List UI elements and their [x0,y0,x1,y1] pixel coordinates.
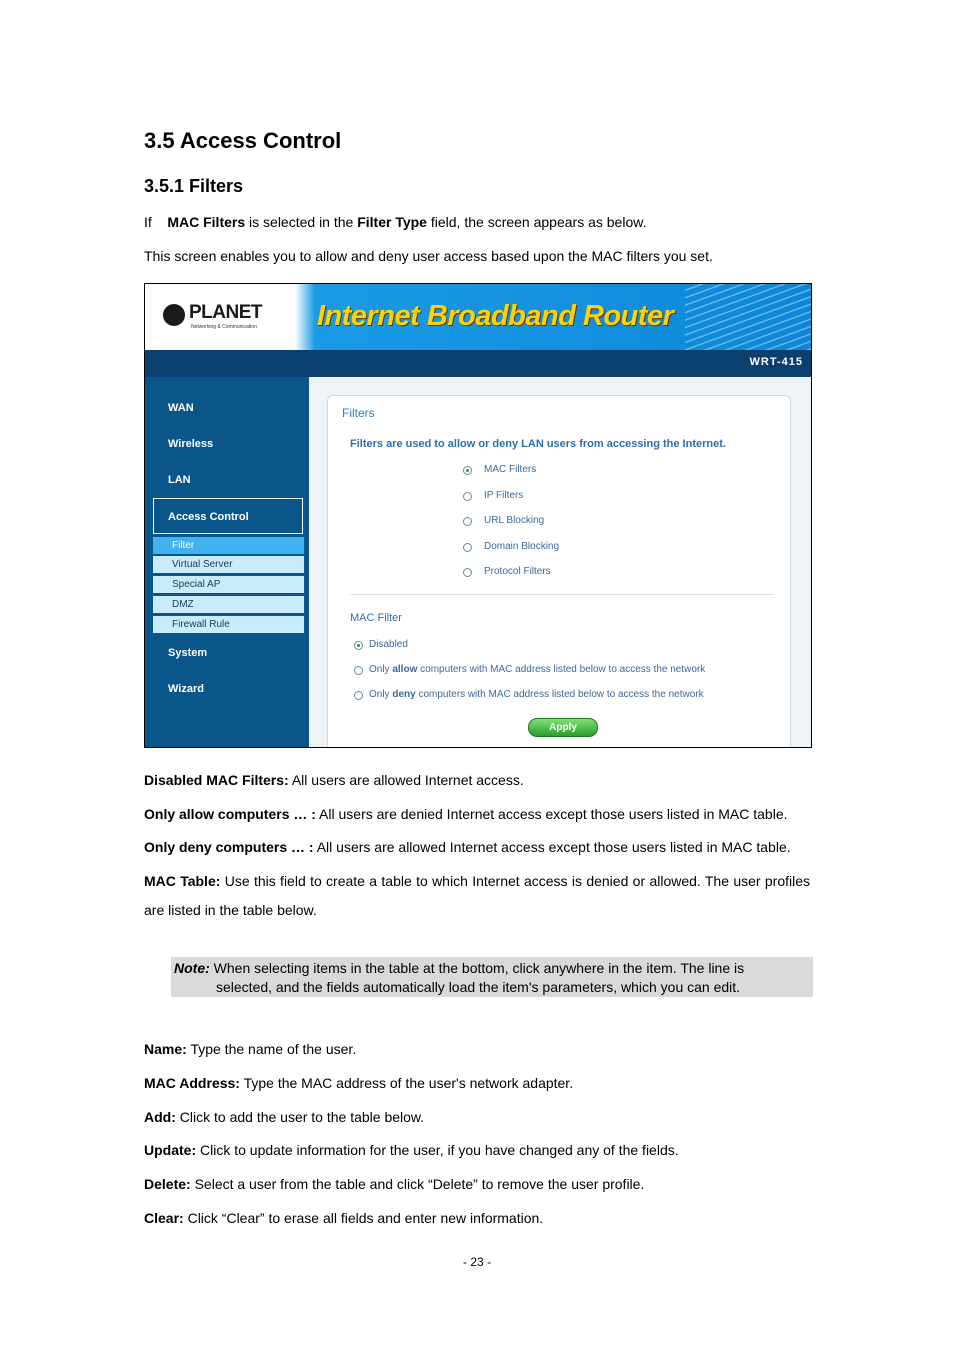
nav-access-control[interactable]: Access Control [168,511,249,523]
subnav-firewall-rule[interactable]: Firewall Rule [153,616,304,633]
field-add-text: Click to add the user to the table below. [179,1109,425,1125]
panel-title: Filters [342,406,375,420]
field-add [144,1108,424,1126]
field-name-text: Type the name of the user. [190,1041,357,1057]
radio-only-allow[interactable] [354,666,363,675]
brand-name: PLANET [189,302,262,323]
def-disabled-text: All users are allowed Internet access. [291,772,524,788]
note-line-1 [174,960,744,976]
nav-lan[interactable]: LAN [168,474,191,486]
nav-wireless[interactable]: Wireless [168,438,214,450]
router-content [309,377,811,747]
field-mac-text: Type the MAC address of the user's network adapter. [243,1075,574,1091]
field-delete [144,1175,644,1193]
filters-panel [327,395,791,748]
nav-wan[interactable]: WAN [168,402,194,414]
section-title: 3.5 Access Control [144,128,342,153]
mac-filter-title: MAC Filter [350,612,402,624]
nav-system[interactable]: System [168,647,208,659]
def-disabled-term: Disabled MAC Filters: [144,772,289,788]
radio-ip-filters[interactable] [463,492,472,501]
field-delete-term: Delete: [144,1176,191,1192]
field-clear-term: Clear: [144,1210,184,1226]
planet-logo-icon [163,304,185,326]
def-deny-term: Only deny computers … : [144,839,314,855]
field-update-text: Click to update information for the user, if you have changed any of the fields. [200,1142,679,1158]
field-mac-address [144,1074,573,1092]
def-only-deny [144,838,791,856]
option-only-deny [369,689,704,700]
subsection-title: 3.5.1 Filters [144,176,244,196]
intro-mac-filters: MAC Filters [167,214,246,230]
intro-selected: is selected in the [249,214,354,230]
router-sidebar [145,377,309,747]
intro-paragraph-2: This screen enables you to allow and deny user access based upon the MAC filters you set. [144,248,713,264]
note-box [171,957,813,997]
radio-only-deny[interactable] [354,691,363,700]
option-domain-blocking: Domain Blocking [484,541,560,552]
subnav-virtual-server[interactable]: Virtual Server [153,556,304,573]
note-label: Note: [174,960,210,976]
option-disabled: Disabled [369,639,408,650]
allow-keyword: allow [392,664,418,675]
note-text-1: When selecting items in the table at the bottom, click anywhere in the item. The line is [213,960,745,976]
def-deny-text: All users are allowed Internet access except those users listed in MAC table. [316,839,791,855]
deny-prefix: Only [369,689,390,700]
field-delete-text: Select a user from the table and click “Delete” to remove the user profile. [194,1176,645,1192]
panel-description: Filters are used to allow or deny LAN users from accessing the Internet. [350,438,726,450]
intro-filter-type: Filter Type [357,214,427,230]
def-allow-term: Only allow computers … : [144,806,316,822]
field-mac-term: MAC Address: [144,1075,240,1091]
option-ip-filters: IP Filters [484,490,524,501]
allow-suffix: computers with MAC address listed below to access the network [420,664,706,675]
def-disabled [144,771,524,789]
field-add-term: Add: [144,1109,176,1125]
intro-field: field, the screen appears as below. [430,214,647,230]
def-mactable-term: MAC Table: [144,873,221,889]
field-name [144,1040,356,1058]
option-url-blocking: URL Blocking [484,515,545,526]
model-bar [145,350,811,377]
def-mactable-text: Use this field to create a table to which Internet access is denied or allowed. The user profiles are listed in the table below. [144,873,811,918]
subnav-special-ap[interactable]: Special AP [153,576,304,593]
deny-suffix: computers with MAC address listed below to access the network [418,689,704,700]
model-name: WRT-415 [749,356,803,368]
panel-divider [350,594,774,595]
field-name-term: Name: [144,1041,187,1057]
field-update [144,1141,679,1159]
page-number: - 23 - [462,1255,491,1269]
intro-paragraph-1 [144,213,646,231]
allow-prefix: Only [369,664,390,675]
brand-subtitle: Networking & Communication [191,324,257,330]
def-allow-text: All users are denied Internet access except those users listed in MAC table. [319,806,788,822]
field-update-term: Update: [144,1142,197,1158]
field-clear [144,1209,543,1227]
banner-title: Internet Broadband Router [317,300,674,332]
radio-mac-filters[interactable] [463,466,472,475]
note-line-2: selected, and the fields automatically load the item's parameters, which you can edit. [216,979,741,995]
option-protocol-filters: Protocol Filters [484,566,551,577]
subnav-filter[interactable]: Filter [153,537,304,554]
option-only-allow [369,664,705,675]
intro-if: If [144,214,152,230]
def-only-allow [144,805,788,823]
router-banner [145,284,811,350]
field-clear-text: Click “Clear” to erase all fields and enter new information. [187,1210,544,1226]
radio-domain-blocking[interactable] [463,543,472,552]
def-mac-table [144,867,810,925]
option-mac-filters: MAC Filters [484,464,537,475]
apply-button[interactable]: Apply [528,718,598,737]
router-screenshot [144,283,812,748]
radio-protocol-filters[interactable] [463,568,472,577]
nav-wizard[interactable]: Wizard [168,683,204,695]
banner-graphic [685,284,811,350]
radio-url-blocking[interactable] [463,517,472,526]
radio-disabled[interactable] [354,641,363,650]
subnav-dmz[interactable]: DMZ [153,596,304,613]
deny-keyword: deny [392,689,416,700]
